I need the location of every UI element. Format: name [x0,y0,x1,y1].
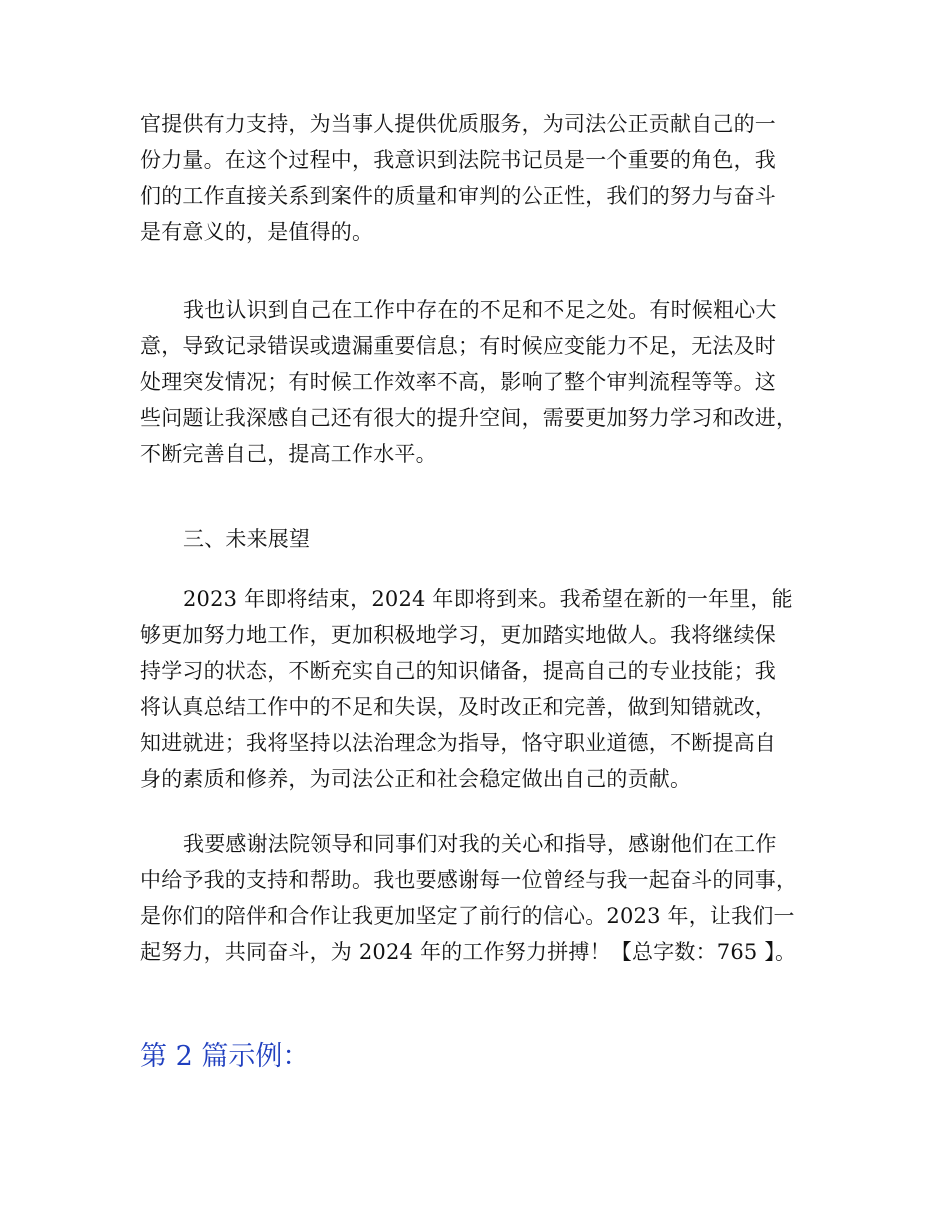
paragraph-line: 知进就进；我将坚持以法治理念为指导，恪守职业道德，不断提高自 [140,731,776,755]
paragraph-line: 们的工作直接关系到案件的质量和审判的公正性，我们的努力与奋斗 [140,184,776,208]
paragraph-line: 中给予我的支持和帮助。我也要感谢每一位曾经与我一起奋斗的同事， [140,868,798,892]
paragraph-line: 将认真总结工作中的不足和失误，及时改正和完善，做到知错就改， [140,695,776,719]
paragraph-line: 些问题让我深感自己还有很大的提升空间，需要更加努力学习和改进， [140,406,798,430]
paragraph-line: 官提供有力支持，为当事人提供优质服务，为司法公正贡献自己的一 [140,112,776,136]
paragraph-1 [140,106,830,250]
paragraph-line: 身的素质和修养，为司法公正和社会稳定做出自己的贡献。 [140,767,692,791]
section-heading: 第 2 篇示例： [140,1041,310,1072]
subheading-text: 三、未来展望 [183,527,311,551]
paragraph-line: 份力量。在这个过程中，我意识到法院书记员是一个重要的角色，我 [140,148,776,172]
paragraph-line: 持学习的状态，不断充实自己的知识储备，提高自己的专业技能；我 [140,659,776,683]
paragraph-line: 我也认识到自己在工作中存在的不足和不足之处。有时候粗心大 [183,298,777,322]
paragraph-line: 不断完善自己，提高工作水平。 [140,442,437,466]
paragraph-line: 我要感谢法院领导和同事们对我的关心和指导，感谢他们在工作 [183,832,777,856]
paragraph-4 [140,826,830,970]
paragraph-line: 是有意义的，是值得的。 [140,220,374,244]
paragraph-line: 处理突发情况；有时候工作效率不高，影响了整个审判流程等等。这 [140,370,776,394]
paragraph-2 [140,292,830,472]
paragraph-line: 2023 年即将结束，2024 年即将到来。我希望在新的一年里，能 [183,587,793,611]
paragraph-line: 是你们的陪伴和合作让我更加坚定了前行的信心。2023 年，让我们一 [140,904,795,928]
paragraph-line: 起努力，共同奋斗，为 2024 年的工作努力拼搏！【总字数：765 】。 [140,940,797,964]
paragraph-3 [140,581,830,797]
section-subheading [140,521,830,557]
paragraph-line: 够更加努力地工作，更加积极地学习，更加踏实地做人。我将继续保 [140,623,776,647]
paragraph-line: 意，导致记录错误或遗漏重要信息；有时候应变能力不足，无法及时 [140,334,776,358]
